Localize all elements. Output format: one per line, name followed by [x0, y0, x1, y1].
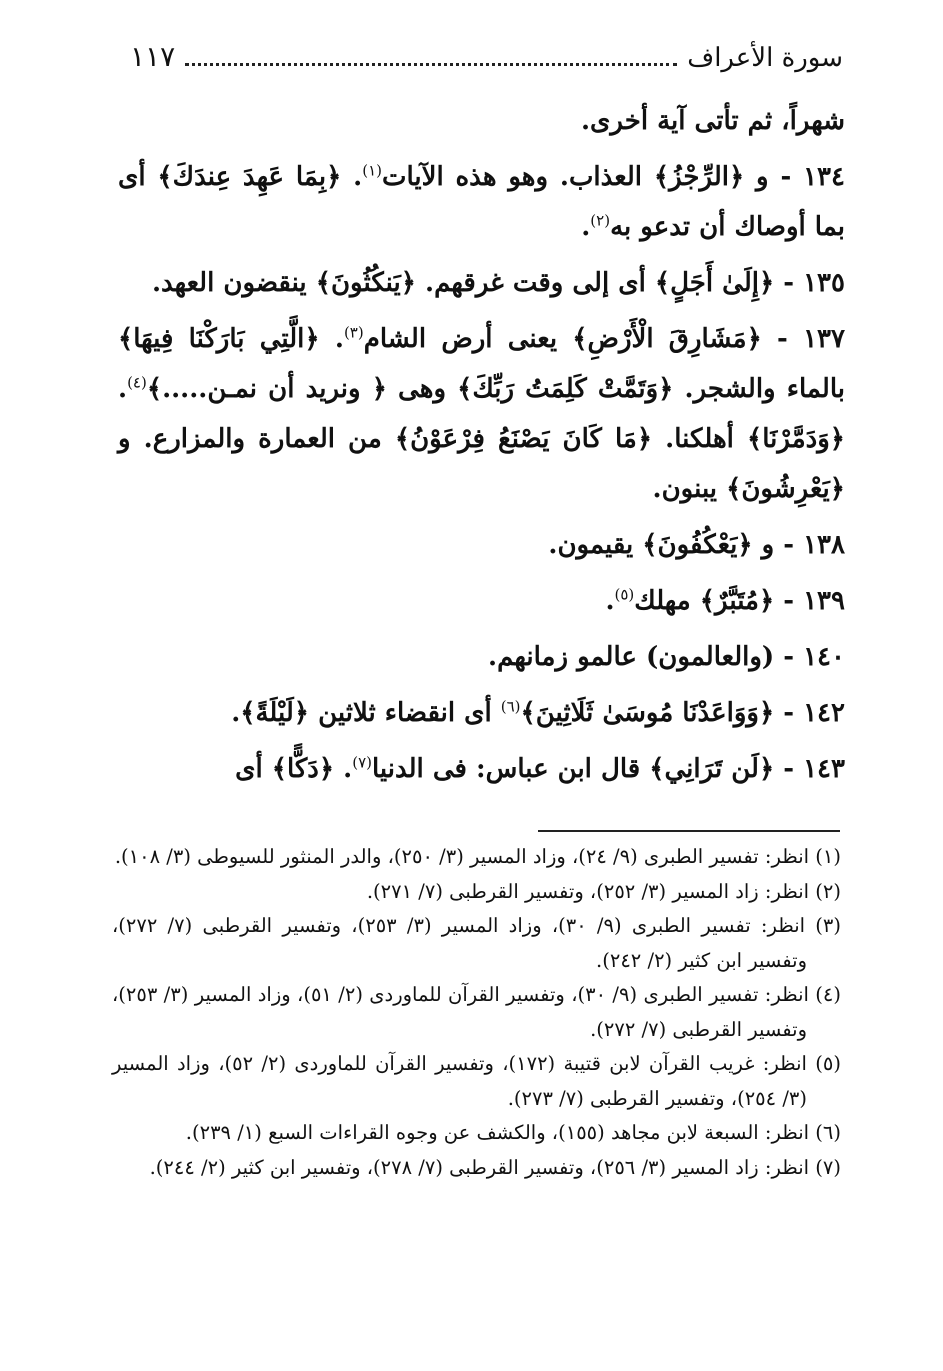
- text-line: .: [581, 212, 591, 242]
- text-line: ١٤٣ - ﴿لَن تَرَانِي﴾ قال ابن عباس: فى الدنيا: [371, 754, 845, 784]
- text-line: أى انقضاء ثلاثين ﴿لَيْلَةً﴾.: [231, 698, 501, 728]
- verse-entry-143: [118, 744, 845, 794]
- footnote-marker: (٥): [614, 585, 635, 604]
- header-dot-leader: [185, 63, 677, 66]
- text-line: شهراً، ثم تأتى آية أخرى.: [581, 106, 845, 136]
- footnote-7: (٧) انظر: زاد المسير (٣/ ٢٥٦)، وتفسير القرطبى (٧/ ٢٧٨)، وتفسير ابن كثير (٢/ ٢٤٤).: [149, 1155, 841, 1179]
- text-line: ١٣٥ - ﴿إِلَىٰ أَجَلٍ﴾ أى إلى وقت غرقهم. ﴿يَنكُثُونَ﴾ ينقضون العهد.: [151, 268, 845, 298]
- text-line: ١٤٢ - ﴿وَوَاعَدْنَا مُوسَىٰ ثَلَاثِينَ﴾: [520, 698, 845, 728]
- footnote-marker: (١): [362, 161, 383, 180]
- text-line: ١٣٨ - و ﴿يَعْكُفُونَ﴾ يقيمون.: [548, 530, 845, 560]
- verse-entry-138: [118, 520, 845, 570]
- verse-entry-139: [118, 576, 845, 626]
- verse-entry-135: [118, 258, 845, 308]
- footnote-separator: [538, 830, 840, 832]
- footnote-2: (٢) انظر: زاد المسير (٣/ ٢٥٢)، وتفسير القرطبى (٧/ ٢٧١).: [366, 879, 841, 903]
- page-number: ١١٧: [130, 40, 176, 73]
- text-line: . ﴿بِمَا عَهِدَ عِندَكَ﴾ أى بما أوصاك أن تدعو به: [118, 162, 845, 242]
- footnote-4: (٤) انظر: تفسير الطبرى (٩/ ٣٠)، وتفسير القرآن للماوردى (٢/ ٥١)، وزاد المسير (٣/ ٢٥٣)، وتفسير القرطبى (٧/ ٢٧٢).: [112, 983, 841, 1041]
- main-text: [118, 96, 845, 800]
- footnote-marker: (٧): [352, 753, 372, 772]
- verse-entry-140: [118, 632, 845, 682]
- text-line: . ﴿وَدَمَّرْنَا﴾ أهلكنا. ﴿مَا كَانَ يَصْنَعُ فِرْعَوْنُ﴾ من العمارة والمزارع. و ﴿يَعْرِشُونَ﴾ يبنون.: [118, 374, 845, 504]
- footnote-marker: (٢): [590, 211, 611, 230]
- text-line: ١٣٤ - و ﴿الرِّجْزُ﴾ العذاب. وهو هذه الآيات: [382, 162, 845, 192]
- footnote-marker: (٦): [500, 697, 521, 716]
- footnote-marker: (٣): [343, 323, 364, 342]
- footnote-marker: (٤): [127, 373, 147, 392]
- footnote-5: (٥) انظر: غريب القرآن لابن قتيبة (١٧٢)، وتفسير القرآن للماوردى (٢/ ٥٢)، وزاد المسير (٣/ ٢٥٤)، وتفسير القرطبى (٧/ ٢٧٣).: [112, 1052, 841, 1110]
- text-paragraph: [118, 96, 845, 146]
- footnote-3: (٣) انظر: تفسير الطبرى (٩/ ٣٠)، وزاد المسير (٣/ ٢٥٣)، وتفسير القرطبى (٧/ ٢٧٢)، وتفسير ابن كثير (٢/ ٢٤٢).: [112, 914, 841, 972]
- verse-entry-137: [118, 314, 845, 514]
- text-line: . ﴿الَّتِي بَارَكْنَا فِيهَا﴾ بالماء والشجر. ﴿وَتَمَّتْ كَلِمَتُ رَبِّكَ﴾ وهى ﴿ ونريد أن نمـن.....﴾: [118, 324, 845, 404]
- text-line: ١٣٧ - ﴿مَشَارِقَ الْأَرْضِ﴾ يعنى أرض الشام: [363, 324, 845, 354]
- footnotes: [112, 840, 841, 1185]
- footnote-1: (١) انظر: تفسير الطبرى (٩/ ٢٤)، وزاد المسير (٣/ ٢٥٠)، والدر المنثور للسيوطى (٣/ ١٠٨).: [114, 845, 841, 868]
- text-line: . ﴿دَكًّا﴾ أى: [235, 754, 353, 784]
- text-line: ١٤٠ - (والعالمون) عالمو زمانهم.: [488, 642, 845, 672]
- sura-title: سورة الأعراف: [687, 43, 843, 73]
- text-line: ١٣٩ - ﴿مُتَبَّرٌ﴾ مهلك: [634, 586, 845, 616]
- footnote-6: (٦) انظر: السبعة لابن مجاهد (١٥٥)، والكشف عن وجوه القراءات السبع (١/ ٢٣٩).: [185, 1121, 841, 1144]
- text-line: .: [605, 586, 615, 616]
- verse-entry-134: [118, 152, 845, 252]
- verse-entry-142: [118, 688, 845, 738]
- running-header: [130, 40, 843, 82]
